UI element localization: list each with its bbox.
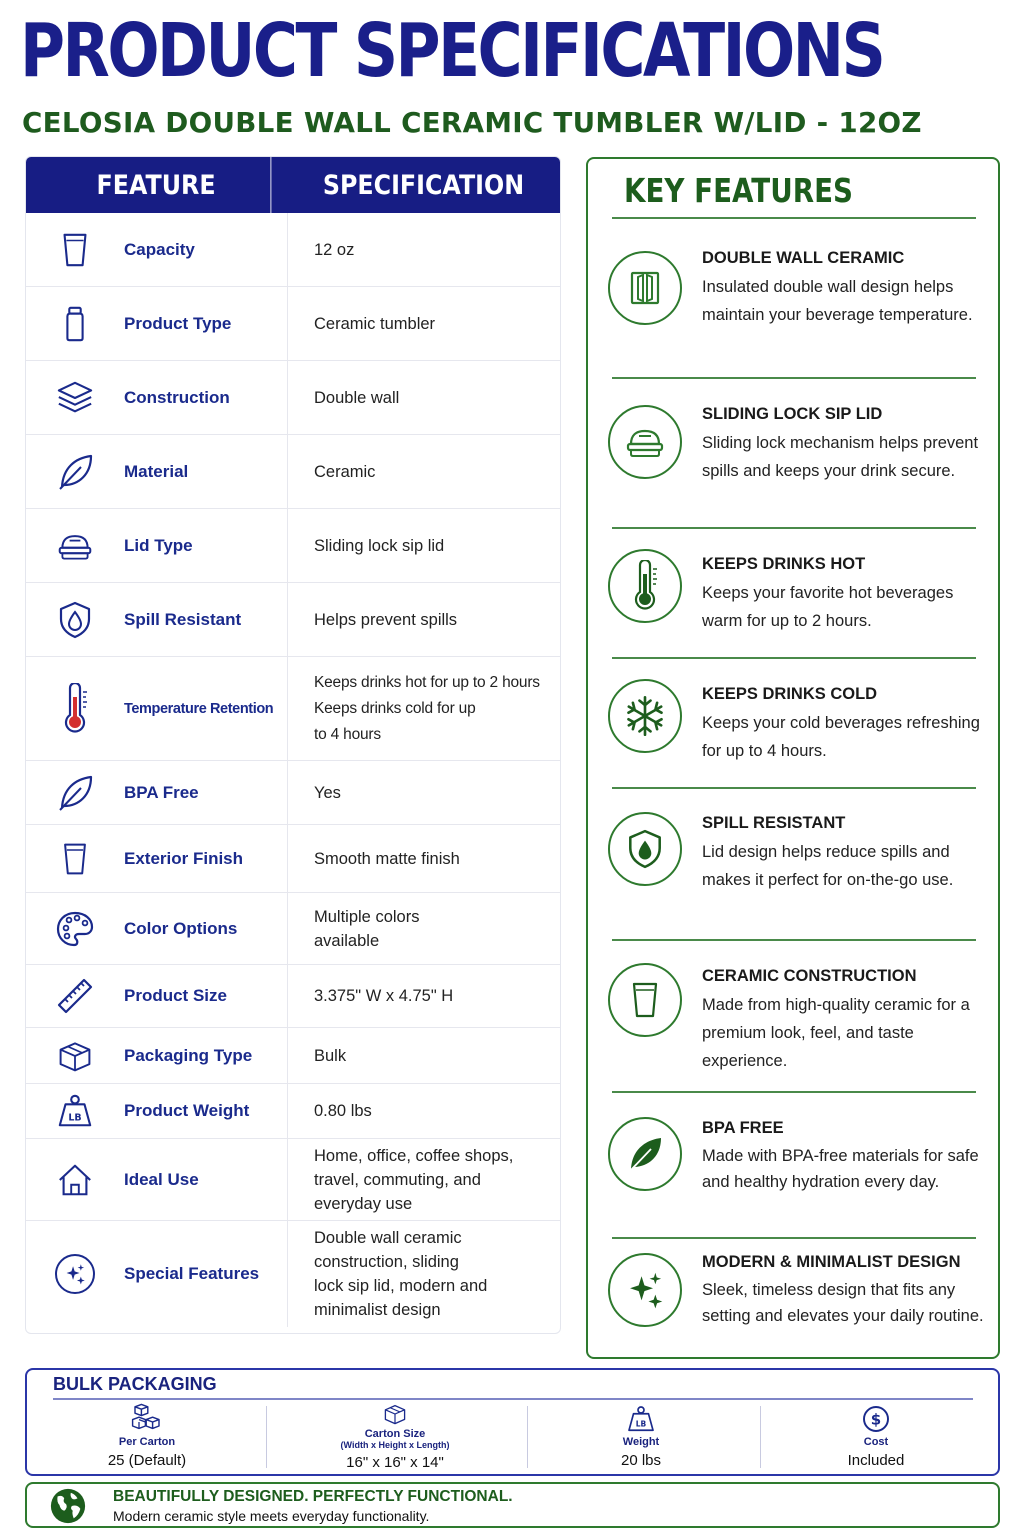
carton-size-stat xyxy=(275,1404,515,1470)
thermometer-icon xyxy=(608,549,682,623)
key-features-title: KEY FEATURES xyxy=(624,171,853,210)
spec-table xyxy=(25,156,561,1334)
feature-label: Construction xyxy=(124,387,230,407)
shield-drop-icon xyxy=(608,812,682,886)
sparkle-icon xyxy=(608,1253,682,1327)
feature-label: Lid Type xyxy=(124,535,193,555)
tumbler-icon xyxy=(608,963,682,1037)
stat-value: 25 (Default) xyxy=(107,1452,187,1469)
table-row xyxy=(26,509,560,583)
bulk-packaging-title: BULK PACKAGING xyxy=(53,1374,217,1394)
feature-heading: BPA FREE xyxy=(702,1119,784,1137)
stat-sublabel: (Width x Height x Length) xyxy=(340,1440,450,1450)
lid-icon xyxy=(608,405,682,479)
box-icon xyxy=(275,1404,515,1426)
feature-description: Sliding lock mechanism helps prevent spills and keeps your drink secure. xyxy=(702,434,979,480)
footer-banner xyxy=(25,1482,1000,1528)
box-icon xyxy=(26,1038,124,1074)
key-features-panel xyxy=(586,157,1000,1359)
table-row xyxy=(26,1221,560,1327)
feature-label: Product Size xyxy=(124,986,227,1005)
dollar-icon xyxy=(756,1404,996,1434)
feature-heading: CERAMIC CONSTRUCTION xyxy=(702,967,917,985)
table-row xyxy=(26,1084,560,1139)
table-row xyxy=(26,761,560,825)
stat-value: 20 lbs xyxy=(620,1452,662,1469)
table-row xyxy=(26,435,560,509)
table-row xyxy=(26,1139,560,1221)
spec-value: Smooth matte finish xyxy=(314,849,460,868)
bulk-packaging-panel xyxy=(25,1368,1000,1476)
tumbler-icon xyxy=(26,839,124,879)
feature-label: Product Type xyxy=(124,313,232,333)
lid-icon xyxy=(26,528,124,564)
home-icon xyxy=(26,1161,124,1199)
stat-label: Weight xyxy=(622,1436,660,1448)
table-row xyxy=(26,361,560,435)
spec-value: Helps prevent spills xyxy=(314,610,458,629)
bottle-icon xyxy=(26,303,124,345)
feature-label: Ideal Use xyxy=(124,1169,199,1189)
leaf-icon xyxy=(26,452,124,492)
stat-label: Cost xyxy=(863,1436,889,1448)
spec-value: Home, office, coffee shops, travel, commuting, and everyday use xyxy=(314,1146,514,1213)
feature-label: Special Features xyxy=(124,1264,260,1283)
feature-label: BPA Free xyxy=(124,782,199,802)
spec-value: Keeps drinks hot for up to 2 hours Keeps drinks cold for up to 4 hours xyxy=(314,673,540,743)
ruler-icon xyxy=(26,976,124,1016)
cost-stat xyxy=(756,1404,996,1470)
feature-label: Temperature Retention xyxy=(124,700,274,717)
feature-heading: KEEPS DRINKS HOT xyxy=(702,555,866,573)
table-row xyxy=(26,583,560,657)
feature-description: Lid design helps reduce spills and makes it perfect for on-the-go use. xyxy=(702,843,954,889)
stat-value: 16" x 16" x 14" xyxy=(346,1454,444,1471)
leaf-icon xyxy=(26,773,124,813)
table-row xyxy=(26,1028,560,1084)
table-row xyxy=(26,825,560,893)
boxes-icon xyxy=(27,1404,267,1434)
stat-label: Per Carton xyxy=(118,1436,176,1448)
spec-value: 0.80 lbs xyxy=(314,1102,372,1120)
feature-heading: SPILL RESISTANT xyxy=(702,814,846,832)
feature-label: Color Options xyxy=(124,918,238,938)
feature-heading: KEEPS DRINKS COLD xyxy=(702,685,878,703)
palette-icon xyxy=(26,909,124,949)
feature-description: Insulated double wall design helps maintain your beverage temperature. xyxy=(702,278,973,324)
product-name: CELOSIA DOUBLE WALL CERAMIC TUMBLER W/LID - 12OZ xyxy=(22,106,922,139)
feature-description: Sleek, timeless design that fits any setting and elevates your daily routine. xyxy=(702,1281,984,1325)
table-row xyxy=(26,657,560,761)
spec-value: Double wall xyxy=(314,388,400,407)
spec-value: 3.375" W x 4.75" H xyxy=(314,987,454,1005)
page-title: PRODUCT SPECIFICATIONS xyxy=(20,8,884,94)
spec-value: Bulk xyxy=(314,1046,347,1065)
feature-description: Keeps your cold beverages refreshing for up to 4 hours. xyxy=(702,714,980,760)
table-row xyxy=(26,893,560,965)
feature-label: Exterior Finish xyxy=(124,848,244,868)
feature-label: Product Weight xyxy=(124,1101,250,1120)
spec-value: Ceramic tumbler xyxy=(314,314,436,333)
footer-headline: BEAUTIFULLY DESIGNED. PERFECTLY FUNCTIONAL. xyxy=(113,1488,513,1505)
feature-label: Material xyxy=(124,461,189,481)
table-row xyxy=(26,287,560,361)
leaf-icon xyxy=(608,1117,682,1191)
feature-column-header: FEATURE xyxy=(42,157,272,213)
weight-stat xyxy=(521,1404,761,1470)
layers-icon xyxy=(26,379,124,417)
feature-heading: DOUBLE WALL CERAMIC xyxy=(702,249,905,267)
feature-label: Spill Resistant xyxy=(124,609,242,629)
stat-value: Included xyxy=(847,1452,905,1469)
table-row xyxy=(26,965,560,1028)
spec-value: Yes xyxy=(314,783,341,802)
footer-tagline: Modern ceramic style meets everyday functionality. xyxy=(113,1508,430,1524)
feature-description: Keeps your favorite hot beverages warm for up to 2 hours. xyxy=(702,584,954,630)
feature-description: Made from high-quality ceramic for a premium look, feel, and taste experience. xyxy=(702,996,970,1070)
table-row xyxy=(26,213,560,287)
weight-icon xyxy=(521,1404,761,1434)
double-wall-icon xyxy=(608,251,682,325)
tumbler-icon xyxy=(26,229,124,271)
per-carton-stat xyxy=(27,1404,267,1470)
globe-icon xyxy=(49,1487,87,1530)
spec-column-header: SPECIFICATION xyxy=(322,169,525,201)
snowflake-icon xyxy=(608,679,682,753)
spec-value: Double wall ceramic construction, sliding lock sip lid, modern and minimalist design xyxy=(314,1229,488,1319)
spec-value: Multiple colors available xyxy=(314,907,420,950)
spec-table-header xyxy=(26,157,560,213)
spec-value: 12 oz xyxy=(314,240,355,259)
feature-label: Capacity xyxy=(124,239,195,259)
shield-drop-icon xyxy=(26,599,124,641)
feature-heading: MODERN & MINIMALIST DESIGN xyxy=(702,1253,961,1271)
weight-icon xyxy=(26,1092,124,1130)
spec-value: Ceramic xyxy=(314,462,376,481)
sparkle-icon xyxy=(26,1253,124,1295)
feature-description: Made with BPA-free materials for safe and healthy hydration every day. xyxy=(702,1147,979,1191)
spec-value: Sliding lock sip lid xyxy=(314,536,445,555)
stat-label: Carton Size xyxy=(364,1428,426,1440)
feature-heading: SLIDING LOCK SIP LID xyxy=(702,405,883,423)
thermometer-icon xyxy=(26,683,124,735)
feature-label: Packaging Type xyxy=(124,1045,253,1065)
